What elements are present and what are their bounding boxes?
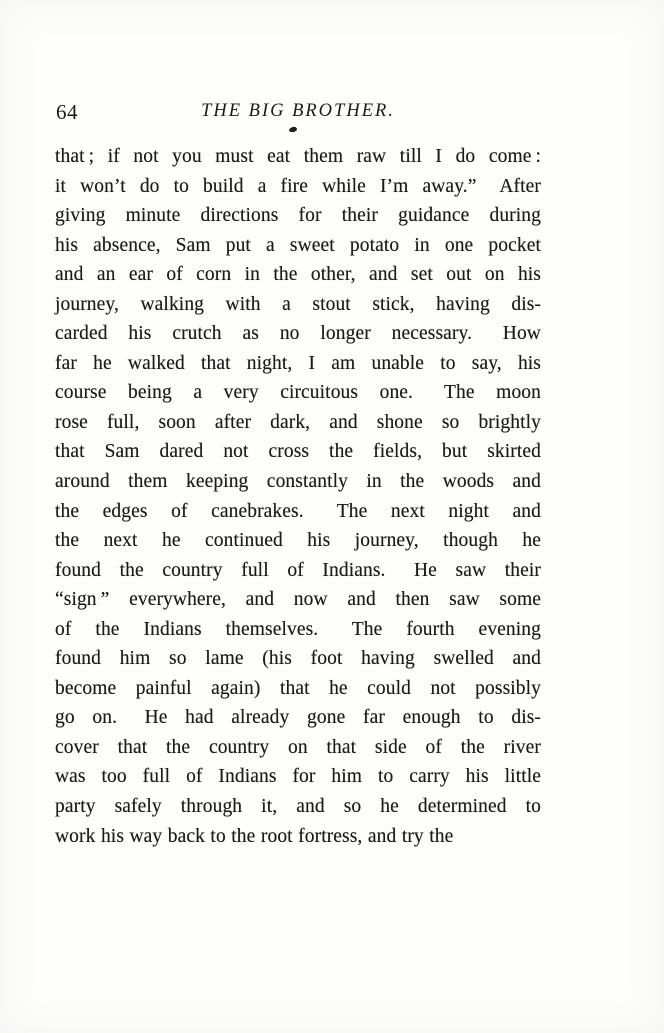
text-line: become painful again) that he could not possibly (55, 677, 541, 699)
running-title: THE BIG BROTHER. (201, 101, 395, 121)
text-line: the next he continued his journey, though he (55, 530, 541, 552)
text-line: his absence, Sam put a sweet potato in one pocket (55, 234, 541, 256)
ink-speck (289, 126, 298, 133)
text-line: party safely through it, and so he determined to (55, 796, 541, 818)
text-line: giving minute directions for their guidance during (55, 205, 541, 227)
text-line: found him so lame (his foot having swelled and (55, 648, 541, 670)
text-line: rose full, soon after dark, and shone so brightly (55, 411, 541, 433)
text-line: it won’t do to build a fire while I’m away.” After (55, 175, 541, 197)
page-body (55, 142, 541, 851)
text-line: the edges of canebrakes. The next night and (55, 500, 541, 522)
text-line: of the Indians themselves. The fourth evening (55, 618, 541, 640)
text-line: was too full of Indians for him to carry his little (55, 766, 541, 788)
text-line: go on. He had already gone far enough to dis- (55, 707, 541, 729)
text-line: found the country full of Indians. He saw their (55, 559, 541, 581)
text-line: “sign ” everywhere, and now and then saw some (55, 589, 541, 611)
text-line: journey, walking with a stout stick, having dis- (55, 293, 541, 315)
text-line: that ; if not you must eat them raw till I do come : (55, 146, 541, 167)
text-line: around them keeping constantly in the woods and (55, 471, 541, 493)
text-line: course being a very circuitous one. The moon (55, 382, 541, 404)
text-line: and an ear of corn in the other, and set out on his (55, 264, 541, 286)
text-line: cover that the country on that side of the river (55, 736, 541, 758)
text-line: that Sam dared not cross the fields, but skirted (55, 441, 541, 463)
text-line: carded his crutch as no longer necessary. How (55, 323, 541, 345)
text-line: far he walked that night, I am unable to say, his (55, 352, 541, 374)
page-number: 64 (56, 100, 78, 124)
text-line: work his way back to the root fortress, and try the (55, 825, 454, 847)
